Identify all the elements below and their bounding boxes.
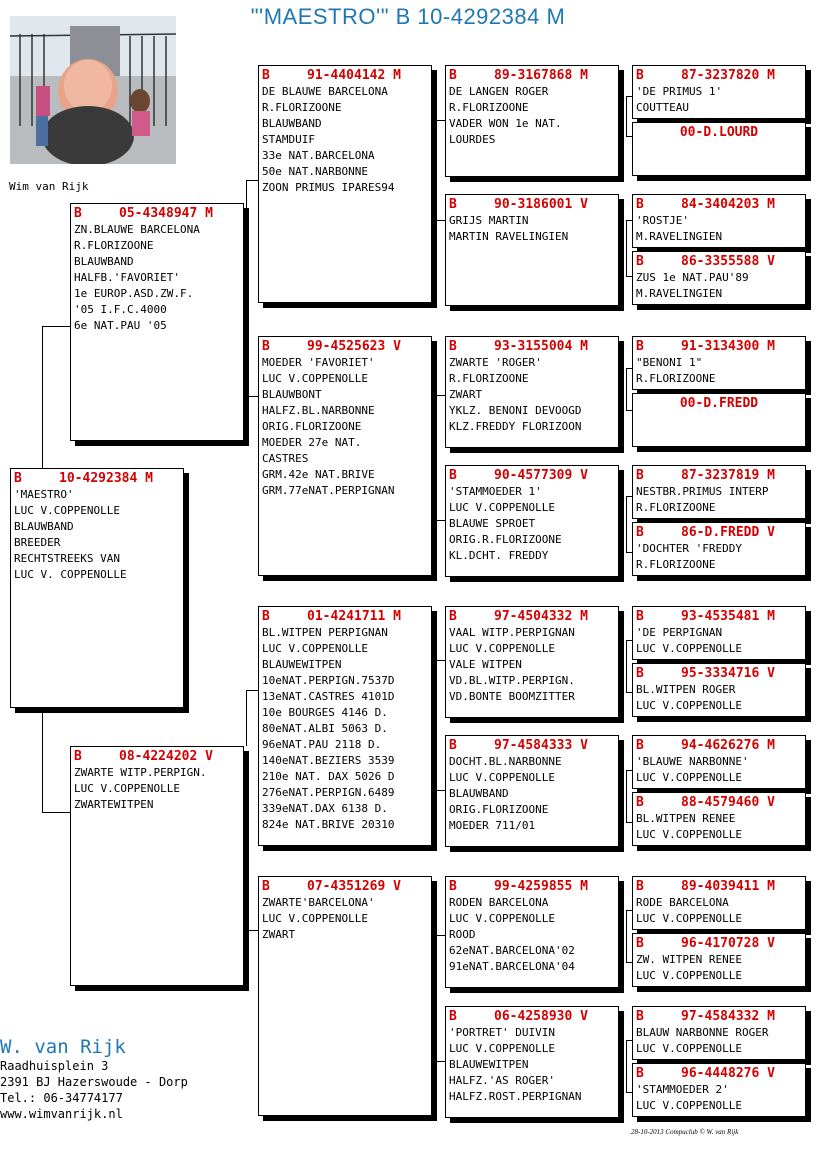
bird-info-line: KL.DCHT. FREDDY <box>449 549 549 562</box>
bird-info-line: ZWARTE'BARCELONA' <box>262 896 375 909</box>
connector <box>626 496 627 552</box>
pedigree-card-dam-sire <box>258 606 432 846</box>
bird-info-line: 'STAMMOEDER 2' <box>636 1083 729 1096</box>
ring-number: 93-3155004 M <box>494 339 588 354</box>
pedigree-card-ggd-4 <box>445 1006 619 1118</box>
ring-number: 89-3167868 M <box>494 68 588 83</box>
bird-header <box>446 607 618 625</box>
ring-number: 88-4579460 V <box>681 795 775 810</box>
bird-header <box>259 607 431 625</box>
bird-name: 00-D.LOURD <box>679 125 759 140</box>
bird-info-line: ZWARTEWITPEN <box>74 798 154 811</box>
pedigree-card-main-bird <box>10 468 184 708</box>
sex-code: B <box>449 468 457 483</box>
bird-info-line: LUC V.COPPENOLLE <box>636 1099 742 1112</box>
bird-info-line: LUC V.COPPENOLLE <box>74 782 180 795</box>
bird-header <box>633 736 805 754</box>
connector <box>436 520 445 521</box>
bird-info-line: GRM.77eNAT.PERPIGNAN <box>262 484 395 497</box>
connector <box>42 326 43 468</box>
bird-header <box>446 736 618 754</box>
sex-code: B <box>636 197 644 212</box>
bird-info-line: RODE BARCELONA <box>636 896 729 909</box>
bird-info-line: CASTRES <box>262 452 309 465</box>
sex-code: B <box>262 879 270 894</box>
connector <box>246 180 258 181</box>
connector <box>42 326 70 327</box>
pedigree-card-ggs-2 <box>445 336 619 448</box>
bird-header <box>446 337 618 355</box>
bird-info-line: R.FLORIZOONE <box>449 372 529 385</box>
bird-info-line: 'PORTRET' DUIVIN <box>449 1026 555 1039</box>
ring-number: 90-4577309 V <box>494 468 588 483</box>
bird-info-line: 91eNAT.BARCELONA'04 <box>449 960 575 973</box>
sex-code: B <box>449 879 457 894</box>
bird-info-line: 96eNAT.PAU 2118 D. <box>262 738 382 751</box>
bird-info-line: R.FLORIZOONE <box>636 372 716 385</box>
connector <box>626 368 627 410</box>
bird-info-line: 'ROSTJE' <box>636 214 689 227</box>
bird-info-line: R.FLORIZOONE <box>262 101 342 114</box>
bird-info-line: HALFZ.ROST.PERPIGNAN <box>449 1090 582 1103</box>
phone-line: Tel.: 06-34774177 <box>0 1091 123 1105</box>
address-line: 2391 BJ Hazerswoude - Dorp <box>0 1075 188 1089</box>
connector <box>626 96 627 136</box>
pedigree-card-g5-10 <box>632 663 806 717</box>
ring-number: 89-4039411 M <box>681 879 775 894</box>
bird-info-line: BLAUW NARBONNE ROGER <box>636 1026 769 1039</box>
bird-info-line: 339eNAT.DAX 6138 D. <box>262 802 388 815</box>
bird-info-line: BLAUWBAND <box>14 520 74 533</box>
bird-info-line: DOCHT.BL.NARBONNE <box>449 755 562 768</box>
sex-code: B <box>636 68 644 83</box>
sex-code: B <box>636 339 644 354</box>
ring-number: 86-D.FREDD V <box>681 525 775 540</box>
bird-header <box>446 195 618 213</box>
connector <box>626 220 627 276</box>
pedigree-card-dam-dam <box>258 876 432 1116</box>
pedigree-card-g5-12 <box>632 792 806 846</box>
pedigree-card-g5-9 <box>632 606 806 660</box>
pedigree-card-ggs-1 <box>445 65 619 177</box>
ring-number: 93-4535481 M <box>681 609 775 624</box>
bird-info-line: 62eNAT.BARCELONA'02 <box>449 944 575 957</box>
bird-info-line: RECHTSTREEKS VAN <box>14 552 120 565</box>
ring-number: 99-4259855 M <box>494 879 588 894</box>
bird-info-line: LUC V.COPPENOLLE <box>449 1042 555 1055</box>
bird-header <box>633 877 805 895</box>
bird-header <box>633 337 805 355</box>
bird-info-line: BLAUWBONT <box>262 388 322 401</box>
bird-info-line: ZWART <box>449 388 483 401</box>
bird-info-line: R.FLORIZOONE <box>636 558 716 571</box>
pedigree-card-ggd-3 <box>445 735 619 847</box>
connector <box>626 910 627 962</box>
sex-code: B <box>636 879 644 894</box>
address-line: Raadhuisplein 3 <box>0 1059 109 1073</box>
bird-info-line: 'DE PRIMUS 1' <box>636 85 723 98</box>
connector <box>246 690 247 746</box>
owner-name-small: Wim van Rijk <box>9 180 89 193</box>
sex-code: B <box>74 206 82 221</box>
sex-code: B <box>449 339 457 354</box>
ring-number: 07-4351269 V <box>307 879 401 894</box>
sex-code: B <box>636 1009 644 1024</box>
bird-info-line: LUC V. COPPENOLLE <box>14 568 127 581</box>
bird-info-line: VD.BL.WITP.PERPIGN. <box>449 674 575 687</box>
bird-info-line: COUTTEAU <box>636 101 689 114</box>
ring-number: 94-4626276 M <box>681 738 775 753</box>
pedigree-card-g5-1 <box>632 65 806 119</box>
connector <box>246 690 258 691</box>
connector <box>436 395 437 520</box>
bird-header <box>446 66 618 84</box>
sex-code: B <box>449 609 457 624</box>
connector <box>436 120 437 220</box>
sex-code: B <box>14 471 22 486</box>
pedigree-card-ggd-1 <box>445 194 619 306</box>
bird-info-line: HALFZ.BL.NARBONNE <box>262 404 375 417</box>
bird-info-line: BLAUWE SPROET <box>449 517 536 530</box>
bird-header <box>71 747 243 765</box>
bird-info-line: MOEDER 'FAVORIET' <box>262 356 375 369</box>
bird-info-line: 'BLAUWE NARBONNE' <box>636 755 749 768</box>
pedigree-card-g5-11 <box>632 735 806 789</box>
pedigree-card-dam <box>70 746 244 986</box>
sex-code: B <box>449 1009 457 1024</box>
ring-number: 97-4584332 M <box>681 1009 775 1024</box>
bird-info-line: ZWARTE 'ROGER' <box>449 356 542 369</box>
bird-info-line: ZN.BLAUWE BARCELONA <box>74 223 200 236</box>
ring-number: 95-3334716 V <box>681 666 775 681</box>
bird-info-line: 140eNAT.BEZIERS 3539 <box>262 754 395 767</box>
bird-info-line: 10eNAT.PERPIGN.7537D <box>262 674 395 687</box>
owner-photo <box>10 16 176 164</box>
bird-info-line: LUC V.COPPENOLLE <box>262 372 368 385</box>
bird-info-line: LUC V.COPPENOLLE <box>636 828 742 841</box>
sex-code: B <box>262 609 270 624</box>
sex-code: B <box>636 468 644 483</box>
bird-header <box>633 793 805 811</box>
ring-number: 86-3355588 V <box>681 254 775 269</box>
bird-info-line: 824e NAT.BRIVE 20310 <box>262 818 395 831</box>
bird-info-line: LUC V.COPPENOLLE <box>636 912 742 925</box>
bird-info-line: NESTBR.PRIMUS INTERP <box>636 485 769 498</box>
bird-info-line: '05 I.F.C.4000 <box>74 303 167 316</box>
ring-number: 87-3237819 M <box>681 468 775 483</box>
connector <box>626 640 627 692</box>
bird-info-line: BLAUWEWITPEN <box>449 1058 529 1071</box>
bird-info-line: LUC V.COPPENOLLE <box>449 771 555 784</box>
bird-info-line: LUC V.COPPENOLLE <box>449 501 555 514</box>
bird-header <box>633 1064 805 1082</box>
bird-header <box>633 607 805 625</box>
bird-header <box>633 664 805 682</box>
bird-info-line: LUC V.COPPENOLLE <box>636 771 742 784</box>
sex-code: B <box>636 525 644 540</box>
ring-number: 84-3404203 M <box>681 197 775 212</box>
bird-header <box>633 466 805 484</box>
bird-info-line: DE LANGEN ROGER <box>449 85 549 98</box>
sex-code: B <box>449 68 457 83</box>
bird-info-line: M.RAVELINGIEN <box>636 230 723 243</box>
bird-name: 00-D.FREDD <box>679 396 759 411</box>
pedigree-card-g5-4 <box>632 251 806 305</box>
bird-info-line: LOURDES <box>449 133 496 146</box>
connector <box>626 770 627 822</box>
connector <box>246 930 258 931</box>
bird-info-line: MOEDER 711/01 <box>449 819 536 832</box>
bird-info-line: 80eNAT.ALBI 5063 D. <box>262 722 388 735</box>
bird-info-line: ZWART <box>262 928 296 941</box>
pedigree-card-ggs-3 <box>445 606 619 718</box>
bird-header <box>633 66 805 84</box>
connector <box>246 180 247 210</box>
bird-info-line: 'DOCHTER 'FREDDY <box>636 542 742 555</box>
pedigree-card-g5-16 <box>632 1063 806 1117</box>
connector <box>436 220 445 221</box>
sex-code: B <box>636 738 644 753</box>
pedigree-card-g5-8 <box>632 522 806 576</box>
bird-header <box>446 466 618 484</box>
owner-name: W. van Rijk <box>0 1036 126 1058</box>
connector <box>626 1040 627 1092</box>
bird-info-line: BL.WITPEN PERPIGNAN <box>262 626 388 639</box>
page-title: "'MAESTRO'" B 10-4292384 M <box>250 4 566 29</box>
bird-header <box>633 195 805 213</box>
ring-number: 91-4404142 M <box>307 68 401 83</box>
bird-info-line: BL.WITPEN ROGER <box>636 683 736 696</box>
bird-info-line: 'DE PERPIGNAN <box>636 626 723 639</box>
bird-info-line: ORIG.FLORIZOONE <box>449 803 549 816</box>
bird-info-line: VALE WITPEN <box>449 658 522 671</box>
connector <box>436 1061 445 1062</box>
connector <box>42 812 70 813</box>
bird-info-line: VAAL WITP.PERPIGNAN <box>449 626 575 639</box>
bird-info-line: YKLZ. BENONI DEVOOGD <box>449 404 582 417</box>
pedigree-card-sire <box>70 203 244 441</box>
pedigree-card-g5-5 <box>632 336 806 390</box>
bird-info-line: 'MAESTRO' <box>14 488 74 501</box>
pedigree-card-g5-13 <box>632 876 806 930</box>
bird-info-line: STAMDUIF <box>262 133 315 146</box>
website-line[interactable]: www.wimvanrijk.nl <box>0 1107 123 1121</box>
bird-info-line: 13eNAT.CASTRES 4101D <box>262 690 395 703</box>
bird-info-line: R.FLORIZOONE <box>74 239 154 252</box>
pedigree-card-g5-3 <box>632 194 806 248</box>
bird-info-line: ROOD <box>449 928 476 941</box>
connector <box>436 790 445 791</box>
sex-code: B <box>262 68 270 83</box>
ring-number: 96-4170728 V <box>681 936 775 951</box>
bird-info-line: 50e NAT.NARBONNE <box>262 165 368 178</box>
ring-number: 99-4525623 V <box>307 339 401 354</box>
pedigree-card-sire-dam <box>258 336 432 576</box>
ring-number: 06-4258930 V <box>494 1009 588 1024</box>
bird-info-line: GRM.42e NAT.BRIVE <box>262 468 375 481</box>
bird-info-line: LUC V.COPPENOLLE <box>449 642 555 655</box>
owner-address-block <box>0 1036 188 1122</box>
sex-code: B <box>262 339 270 354</box>
pedigree-card-g5-6 <box>632 393 806 447</box>
bird-header <box>446 877 618 895</box>
ring-number: 91-3134300 M <box>681 339 775 354</box>
sex-code: B <box>636 1066 644 1081</box>
sex-code: B <box>449 197 457 212</box>
bird-info-line: KLZ.FREDDY FLORIZOON <box>449 420 582 433</box>
ring-number: 10-4292384 M <box>59 471 153 486</box>
ring-number: 97-4504332 M <box>494 609 588 624</box>
bird-info-line: R.FLORIZOONE <box>636 501 716 514</box>
bird-info-line: LUC V.COPPENOLLE <box>636 969 742 982</box>
bird-info-line: LUC V.COPPENOLLE <box>636 699 742 712</box>
bird-header <box>633 934 805 952</box>
connector <box>246 396 258 397</box>
sex-code: B <box>449 738 457 753</box>
bird-info-line: LUC V.COPPENOLLE <box>262 912 368 925</box>
bird-info-line: BLAUWBAND <box>74 255 134 268</box>
bird-info-line: VD.BONTE BOOMZITTER <box>449 690 575 703</box>
connector <box>436 660 437 790</box>
bird-info-line: ORIG.FLORIZOONE <box>262 420 362 433</box>
bird-header <box>71 204 243 222</box>
bird-info-line: 1e EUROP.ASD.ZW.F. <box>74 287 194 300</box>
bird-info-line: 6e NAT.PAU '05 <box>74 319 167 332</box>
bird-info-line: LUC V.COPPENOLLE <box>449 912 555 925</box>
pedigree-card-ggs-4 <box>445 876 619 988</box>
bird-header <box>633 523 805 541</box>
bird-info-line: BLAUWBAND <box>262 117 322 130</box>
bird-info-line: ORIG.R.FLORIZOONE <box>449 533 562 546</box>
bird-info-line: LUC V.COPPENOLLE <box>262 642 368 655</box>
connector <box>436 660 445 661</box>
sex-code: B <box>636 795 644 810</box>
pedigree-card-g5-7 <box>632 465 806 519</box>
bird-info-line: MARTIN RAVELINGIEN <box>449 230 569 243</box>
sex-code: B <box>74 749 82 764</box>
bird-info-line: VADER WON 1e NAT. <box>449 117 562 130</box>
footer-credit: 28-10-2013 Compuclub © W. van Rijk <box>631 1128 739 1136</box>
bird-info-line: BL.WITPEN RENEE <box>636 812 736 825</box>
connector <box>436 935 445 936</box>
ring-number: 87-3237820 M <box>681 68 775 83</box>
bird-info-line: ZWARTE WITP.PERPIGN. <box>74 766 207 779</box>
bird-info-line: BLAUWEWITPEN <box>262 658 342 671</box>
bird-info-line: ZW. WITPEN RENEE <box>636 953 742 966</box>
bird-info-line: HALFZ.'AS ROGER' <box>449 1074 555 1087</box>
bird-info-line: GRIJS MARTIN <box>449 214 529 227</box>
bird-info-line: BLAUWBAND <box>449 787 509 800</box>
bird-info-line: 210e NAT. DAX 5026 D <box>262 770 395 783</box>
bird-info-line: 'STAMMOEDER 1' <box>449 485 542 498</box>
connector <box>436 935 437 1061</box>
bird-info-line: "BENONI 1" <box>636 356 703 369</box>
bird-header <box>259 66 431 84</box>
bird-info-line: LUC V.COPPENOLLE <box>636 1042 742 1055</box>
bird-header <box>446 1007 618 1025</box>
bird-info-line: 33e NAT.BARCELONA <box>262 149 375 162</box>
bird-header <box>259 337 431 355</box>
ring-number: 05-4348947 M <box>119 206 213 221</box>
bird-info-line: RODEN BARCELONA <box>449 896 549 909</box>
bird-info-line: LUC V.COPPENOLLE <box>636 642 742 655</box>
connector <box>246 850 247 930</box>
bird-info-line: MOEDER 27e NAT. <box>262 436 362 449</box>
connector <box>436 395 445 396</box>
pedigree-card-g5-15 <box>632 1006 806 1060</box>
sex-code: B <box>636 609 644 624</box>
bird-header <box>11 469 183 487</box>
sex-code: B <box>636 936 644 951</box>
pedigree-card-g5-14 <box>632 933 806 987</box>
ring-number: 01-4241711 M <box>307 609 401 624</box>
sex-code: B <box>636 666 644 681</box>
ring-number: 08-4224202 V <box>119 749 213 764</box>
ring-number: 96-4448276 V <box>681 1066 775 1081</box>
pedigree-card-ggd-2 <box>445 465 619 577</box>
connector <box>246 300 247 396</box>
connector <box>42 712 43 812</box>
bird-info-line: M.RAVELINGIEN <box>636 287 723 300</box>
sex-code: B <box>636 254 644 269</box>
bird-info-line: HALFB.'FAVORIET' <box>74 271 180 284</box>
bird-info-line: 10e BOURGES 4146 D. <box>262 706 388 719</box>
bird-info-line: R.FLORIZOONE <box>449 101 529 114</box>
pedigree-card-sire-sire <box>258 65 432 303</box>
bird-info-line: ZUS 1e NAT.PAU'89 <box>636 271 749 284</box>
pedigree-card-g5-2 <box>632 122 806 176</box>
connector <box>436 120 445 121</box>
ring-number: 90-3186001 V <box>494 197 588 212</box>
bird-header <box>259 877 431 895</box>
bird-info-line: DE BLAUWE BARCELONA <box>262 85 388 98</box>
bird-info-line: BREEDER <box>14 536 61 549</box>
bird-info-line: ZOON PRIMUS IPARES94 <box>262 181 395 194</box>
bird-header <box>633 1007 805 1025</box>
bird-info-line: 276eNAT.PERPIGN.6489 <box>262 786 395 799</box>
ring-number: 97-4584333 V <box>494 738 588 753</box>
bird-info-line: LUC V.COPPENOLLE <box>14 504 120 517</box>
bird-header <box>633 252 805 270</box>
